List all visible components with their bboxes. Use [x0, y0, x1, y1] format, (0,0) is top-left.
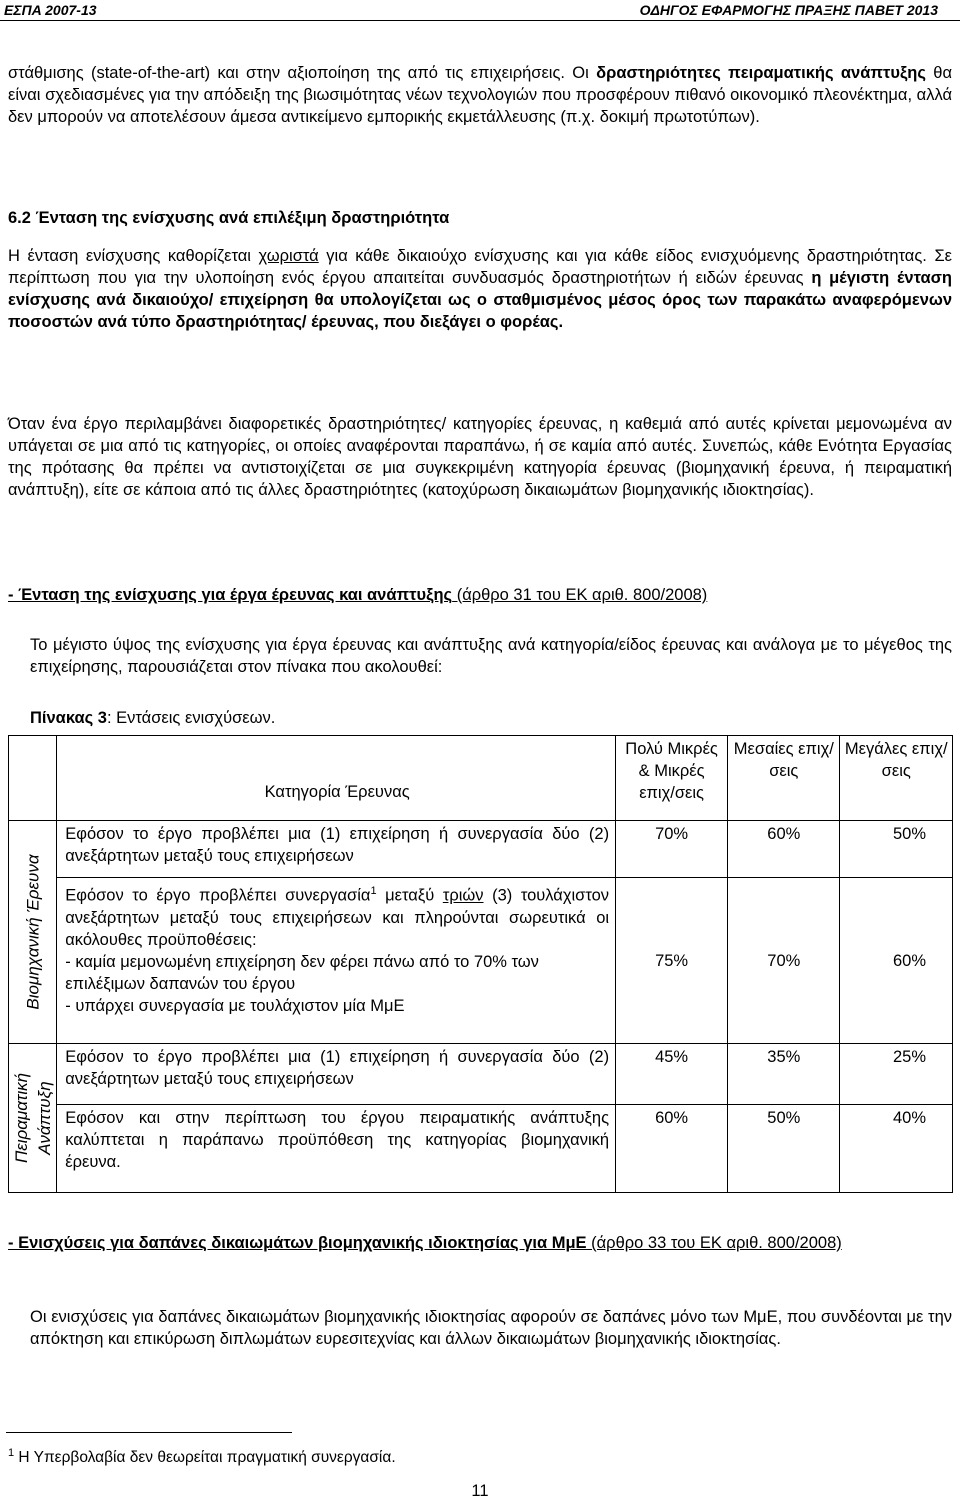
separately-underlined: χωριστά — [258, 247, 319, 265]
header-rule — [0, 20, 960, 21]
category-header: Κατηγορία Έρευνας — [57, 736, 616, 821]
page-number: 11 — [471, 1482, 489, 1500]
footnote-rule — [6, 1432, 292, 1433]
table-row — [9, 1044, 953, 1105]
section-heading: 6.2 Ένταση της ενίσχυσης ανά επιλέξιμη δραστηριότητα — [8, 209, 450, 227]
rd-heading: - Ένταση της ενίσχυσης για έργα έρευνας και ανάπτυξης (άρθρο 31 του ΕΚ αριθ. 800/2008) — [8, 586, 708, 604]
row3-medium: 35% — [728, 1044, 840, 1105]
header-left: ΕΣΠΑ 2007-13 — [4, 2, 97, 18]
categories-paragraph: Όταν ένα έργο περιλαμβάνει διαφορετικές δραστηριότητες/ κατηγορίες έρευνας, η καθεμιά από αυτές κρίνεται μεμονωμένα αν υπάγεται σε μια από τις κατηγορίες, οι οποίες αναφέρονται παραπάνω, ή σε καμία από αυτές. Συνεπώς, κάθε Ενότητα Εργασίας της πρότασης θα πρέπει να αντιστοιχίζεται σε μια συγκεκριμένη κατηγορία έρευνας (βιομηχανική έρευνα, ή πειραματική ανάπτυξη), είτε σε κάποια από τις άλλες δραστηριότητες (κατοχύρωση δικαιωμάτων βιομηχανικής ιδιοκτησίας). — [8, 415, 952, 499]
corner-cell — [9, 736, 57, 821]
row3-description: Εφόσον το έργο προβλέπει μια (1) επιχείρηση ή συνεργασία δύο (2) ανεξάρτητων μεταξύ τους επιχειρήσεων — [57, 1044, 616, 1105]
row1-small: 70% — [616, 821, 728, 878]
row2-condition-2: - υπάρχει συνεργασία με τουλάχιστον μία ΜμΕ — [65, 996, 405, 1015]
footnote: $^1$ Η Υπερβολαβία δεν θεωρείται πραγματική συνεργασία. — [8, 1447, 396, 1467]
row2-large: 60% — [840, 878, 953, 1044]
header-right: ΟΔΗΓΟΣ ΕΦΑΡΜΟΓΗΣ ΠΡΑΞΗΣ ΠΑΒΕΤ 2013 — [639, 2, 938, 18]
table-caption: Πίνακας 3: Εντάσεις ενισχύσεων. — [30, 709, 276, 727]
row4-large: 40% — [840, 1104, 953, 1192]
max-aid-paragraph: Το μέγιστο ύψος της ενίσχυσης για έργα έρευνας και ανάπτυξης ανά κατηγορία/είδος έρευνας και ανάλογα με το μέγεθος της επιχείρησης, παρουσιάζεται στον πίνακα που ακολουθεί: — [30, 636, 952, 676]
intro-bold: δραστηριότητες πειραματικής ανάπτυξης — [596, 64, 926, 82]
row2-medium: 70% — [728, 878, 840, 1044]
row2-description: Εφόσον το έργο προβλέπει συνεργασία$^1$ μεταξύ τριών (3) τουλάχιστον ανεξάρτητων μεταξύ τους επιχειρήσεων και πληρούνται σωρευτικά οι ακόλουθες προϋποθέσεις: - καμία μεμονωμένη επιχείρηση δεν φέρει πάνω από το 70% των επιλέξιμων δαπανών του έργου - υπάρχει συνεργασία με τουλάχιστον μία ΜμΕ — [57, 878, 616, 1044]
row4-medium: 50% — [728, 1104, 840, 1192]
row4-description: Εφόσον και στην περίπτωση του έργου πειραματικής ανάπτυξης καλύπτεται η παράπανω προϋπόθεση της κατηγορίας βιομηχανική έρευνα. — [57, 1104, 616, 1192]
table-header-row — [9, 736, 953, 821]
col-large-header: Μεγάλες επιχ/σεις — [840, 736, 953, 821]
table-row — [9, 821, 953, 878]
ip-paragraph: Οι ενισχύσεις για δαπάνες δικαιωμάτων βιομηχανικής ιδιοκτησίας αφορούν σε δαπάνες μόνο των ΜμΕ, που συνδέονται με την απόκτηση και επικύρωση διπλωμάτων ευρεσιτεχνίας και άλλων δικαιωμάτων βιομηχανικής ιδιοκτησίας. — [30, 1308, 952, 1348]
table-row — [9, 1104, 953, 1192]
row1-description: Εφόσον το έργο προβλέπει μια (1) επιχείρηση ή συνεργασία δύο (2) ανεξάρτητων μεταξύ τους επιχειρήσεων — [57, 821, 616, 878]
intro-paragraph: στάθμισης (state-of-the-art) και στην αξιοποίηση της από τις επιχειρήσεις. Οι δραστηριότητες πειραματικής ανάπτυξης θα είναι σχεδιασμένες για την απόδειξη της βιωσιμότητας νέων τεχνολογιών που προσφέρουν πιθανό οικονομικό πλεονέκτημα, αλλά δεν μπορούν να αποτελέσουν άμεσα αντικείμενο εμπορικής εκμετάλλευσης (π.χ. δοκιμή πρωτοτύπων). — [8, 64, 952, 126]
row3-small: 45% — [616, 1044, 728, 1105]
ip-heading-bold: - Ενισχύσεις για δαπάνες δικαιωμάτων βιομηχανικής ιδιοκτησίας για ΜμΕ — [8, 1234, 587, 1252]
group-experimental-development: Πειραματική Ανάπτυξη — [9, 1044, 57, 1193]
row4-small: 60% — [616, 1104, 728, 1192]
intensity-paragraph: Η ένταση ενίσχυσης καθορίζεται χωριστά για κάθε δικαιούχο ενίσχυσης και για κάθε είδος ενισχυόμενης δραστηριότητας. Σε περίπτωση που για την υλοποίηση ενός έργου απαιτείται συνδυασμός δραστηριοτήτων ή ειδών έρευνας η μέγιστη ένταση ενίσχυσης ανά δικαιούχο/ επιχείρηση θα υπολογίζεται ως ο σταθμισμένος μέσος όρος των παρακάτω αναφερόμενων ποσοστών ανά τύπο δραστηριότητας/ έρευνας, που διεξάγει ο φορέας. — [8, 247, 952, 331]
group-industrial-research: Βιομηχανική Έρευνα — [9, 821, 57, 1044]
row1-medium: 60% — [728, 821, 840, 878]
row1-large: 50% — [840, 821, 953, 878]
rd-heading-bold: - Ένταση της ενίσχυσης για έργα έρευνας και ανάπτυξης — [8, 586, 453, 604]
intensity-bold: η μέγιστη ένταση ενίσχυσης ανά δικαιούχο/ επιχείρηση θα υπολογίζεται ως ο σταθμισμένος μέσος όρος των παρακάτω αναφερόμενων ποσοστών ανά τύπο δραστηριότητας/ έρευνας, που διεξάγει ο φορέας. — [8, 269, 952, 331]
row3-large: 25% — [840, 1044, 953, 1105]
col-small-header: Πολύ Μικρές & Μικρές επιχ/σεις — [616, 736, 728, 821]
col-medium-header: Μεσαίες επιχ/σεις — [728, 736, 840, 821]
running-header — [0, 0, 960, 20]
table-row — [9, 878, 953, 1044]
row2-condition-1: - καμία μεμονωμένη επιχείρηση δεν φέρει πάνω από το 70% των επιλέξιμων δαπανών του έργου — [65, 952, 539, 993]
ip-heading: - Ενισχύσεις για δαπάνες δικαιωμάτων βιομηχανικής ιδιοκτησίας για ΜμΕ (άρθρο 33 του ΕΚ αριθ. 800/2008) — [8, 1234, 842, 1252]
aid-intensity-table — [8, 735, 953, 1193]
row2-small: 75% — [616, 878, 728, 1044]
